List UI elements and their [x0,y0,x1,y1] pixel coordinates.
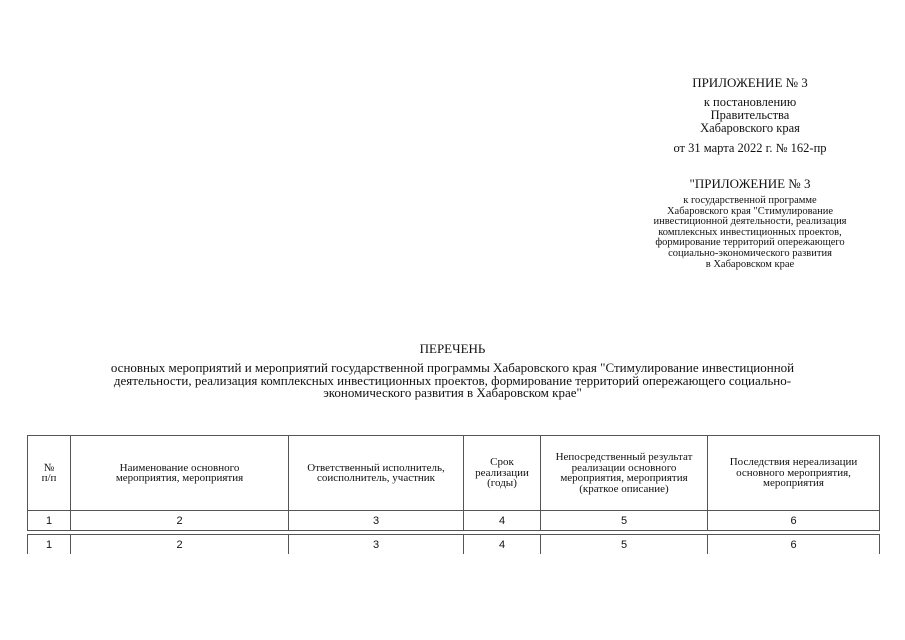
header-line: мероприятия [763,477,824,490]
program-appendix-title: "ПРИЛОЖЕНИЕ № 3 [689,176,811,191]
program-appendix-line: Хабаровского края "Стимулирование [666,205,834,217]
column-number-cell: 3 [289,535,464,555]
program-appendix-line: в Хабаровском крае [705,258,795,270]
table-row [28,535,880,555]
header-cell-number [28,436,71,511]
document-heading [40,341,865,400]
column-number-cell: 5 [541,511,708,531]
header-line: реализации основного [571,461,677,474]
header-line: мероприятия, мероприятия [115,472,244,484]
header-line: п/п [41,472,57,484]
program-appendix-line: социально-экономического развития [668,247,832,259]
header-line: Срок [490,456,514,469]
header-cell-name [71,436,289,511]
repeated-header-table [27,534,880,554]
header-line: Ответственный исполнитель, [307,461,445,474]
subtitle-line: экономического развития в Хабаровском крае" [323,385,582,400]
column-number-cell: 2 [71,511,289,531]
document-title: ПЕРЕЧЕНЬ [419,341,486,356]
header-line: основного мероприятия, [736,466,851,479]
program-appendix-header [625,176,875,270]
column-number-cell: 6 [708,535,880,555]
header-line: (краткое описание) [579,482,669,495]
appendix-header [640,75,860,155]
column-number-cell: 2 [71,535,289,555]
header-line: мероприятия, мероприятия [560,472,688,484]
column-number-cell: 4 [464,535,541,555]
column-number-cell: 1 [28,535,71,555]
table-header-row [28,436,880,511]
program-appendix-subtitle [625,196,875,270]
activities-table [27,435,880,531]
header-cell-consequences [708,436,880,511]
header-line: реализации [475,466,529,479]
header-line: соисполнитель, участник [316,472,436,484]
column-number-cell: 3 [289,511,464,531]
appendix-subtitle [640,96,860,135]
header-line: Наименование основного [119,461,240,474]
program-appendix-line: инвестиционной деятельности, реализация [653,216,847,228]
appendix-title: ПРИЛОЖЕНИЕ № 3 [692,75,808,90]
header-line: № [43,461,55,474]
program-appendix-line: комплексных инвестиционных проектов, [658,226,842,238]
column-number-cell: 4 [464,511,541,531]
header-line: (годы) [487,477,517,490]
program-appendix-line: формирование территорий опережающего [655,237,845,249]
column-number-cell: 1 [28,511,71,531]
appendix-date: от 31 марта 2022 г. № 162-пр [673,141,827,155]
subtitle-line: основных мероприятий и мероприятий государственной программы Хабаровского края "Стимулирование инвестиционной [110,360,795,375]
table-row [28,511,880,531]
header-line: Последствия нереализации [729,456,858,469]
column-number-cell: 6 [708,511,880,531]
program-appendix-line: к государственной программе [683,195,817,206]
header-cell-result [541,436,708,511]
subtitle-line: деятельности, реализация комплексных инвестиционных проектов, формирование территорий опережающего социально- [113,372,792,388]
appendix-line: Хабаровского края [700,121,800,135]
document-subtitle [40,362,865,400]
column-number-cell: 5 [541,535,708,555]
appendix-line: к постановлению [703,95,797,109]
appendix-line: Правительства [710,108,790,122]
header-cell-term [464,436,541,511]
header-cell-executor [289,436,464,511]
header-line: Непосредственный результат [555,451,693,463]
